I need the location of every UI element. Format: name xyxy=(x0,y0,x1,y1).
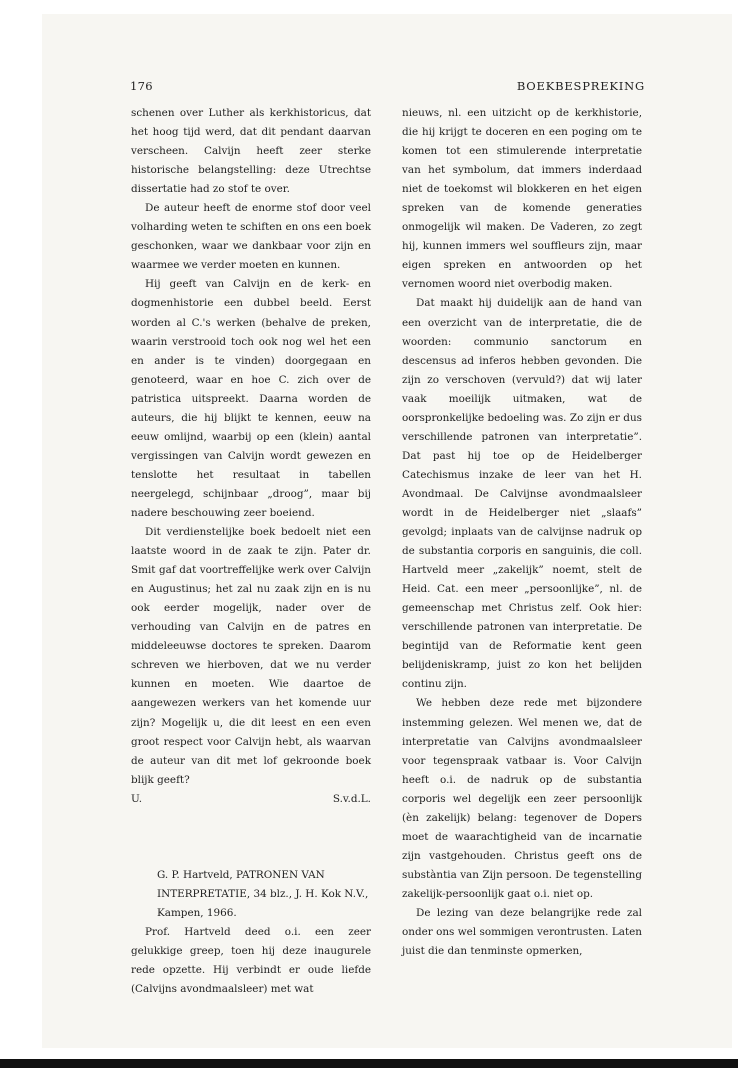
paragraph: Prof. Hartveld deed o.i. een zeer gelukkige greep, toen hij deze inaugurele rede opzette. Hij verbindt er oude liefde (Calvijns avondmaalsleer) met wat xyxy=(131,925,371,996)
signature-author: S.v.d.L. xyxy=(332,792,371,805)
paragraph: De auteur heeft de enorme stof door veel volharding weten te schiften en ons een boek geschonken, waar we dankbaar voor zijn en waarmee we verder moeten en kunnen. xyxy=(131,202,371,272)
paragraph: Dat maakt hij duidelijk aan de hand van een overzicht van de interpretatie, die de woorden: communio sanctorum en descensus ad inferos hebben gevonden. Die zijn zo verschoven (vervuld?) dat wij later vaak moeilijk uitmaken, wat de oorspronkelijke bedoeling was. Zo zijn er dus verschillende patronen van interpretatie”. Dat past hij toe op de Heidelberger Catechismus inzake de leer van het H. Avondmaal. De Calvijnse avondmaalsleer wordt in de Heidelberger niet „slaafs” gevolgd; inplaats van de calvijnse nadruk op de substantia corporis en sanguinis, die coll. Hartveld meer „zakelijk” noemt, stelt de Heid. Cat. een meer „persoonlijke”, nl. de gemeenschap met Christus zelf. Ook hier: verschillende patronen van interpretatie. De begintijd van de Reformatie kent geen belijdeniskramp, juist zo kon het belijden continu zijn. xyxy=(402,297,642,691)
paragraph: We hebben deze rede met bijzondere instemming gelezen. Wel menen we, dat de interpretatie van Calvijns avondmaalsleer voor tegenspraak vatbaar is. Voor Calvijn heeft o.i. de nadruk op de substantia corporis wel degelijk een zeer persoonlijk (èn zakelijk) belang: tegenover de Dopers moet de waarachtigheid van de incarnatie zijn vastgehouden. Christus geeft ons de substàntia van Zijn persoon. De tegenstelling zakelijk-persoonlijk gaat o.i. niet op. xyxy=(402,697,642,900)
paragraph: Dit verdienstelijke boek bedoelt niet een laatste woord in de zaak te zijn. Pater dr. Smit gaf dat voortreffelijke werk over Calvijn en Augustinus; het zal nu zaak zijn en is nu ook eerder mogelijk, nader over de verhouding van Calvijn en de patres en middeleeuwse doctores te spreken. Daarom schreven we hierboven, dat we nu verder kunnen en moeten. Wie daartoe de aangewezen werkers van het komende uur zijn? Mogelijk u, die dit leest en een even groot respect voor Calvijn hebt, als waarvan de auteur van dit met lof gekroonde boek blijk geeft? xyxy=(131,526,371,786)
page-header xyxy=(130,79,645,95)
paragraph: De lezing van deze belangrijke rede zal onder ons wel sommigen verontrusten. Laten juist die dan tenminste opmerken, xyxy=(402,906,642,958)
right-column xyxy=(402,104,642,961)
paragraph: schenen over Luther als kerkhistoricus, dat het hoog tijd werd, dat dit pendant daarvan verscheen. Calvijn heeft zeer sterke historische belangstelling: deze Utrechtse dissertatie had zo stof te over. xyxy=(131,107,371,196)
running-title: BOEKBESPREKING xyxy=(516,79,645,93)
review-reference: G. P. Hartveld, PATRONEN VAN INTERPRETATIE, 34 blz., J. H. Kok N.V., Kampen, 1966. xyxy=(157,868,369,919)
section-gap xyxy=(131,809,371,866)
signature-line xyxy=(131,790,371,809)
page-number: 176 xyxy=(130,79,153,93)
left-column xyxy=(131,104,371,999)
signature-initial: U. xyxy=(131,792,143,805)
paragraph: nieuws, nl. een uitzicht op de kerkhistorie, die hij krijgt te doceren en een poging om te komen tot een stimulerende interpretatie van het symbolum, dat immers inderdaad niet de toekomst wil blokkeren en het eigen spreken van de komende generaties onmogelijk wil maken. De Vaderen, zo zegt hij, kunnen immers wel souffleurs zijn, maar eigen spreken en antwoorden op het vernomen woord niet overbodig maken. xyxy=(402,107,642,291)
paragraph: Hij geeft van Calvijn en de kerk- en dogmenhistorie een dubbel beeld. Eerst worden al C.'s werken (behalve de preken, waarin verstrooid toch ook nog wel het een en ander is te vinden) doorgegaan en genoteerd, waar en hoe C. zich over de patristica uitspreekt. Daarna worden de auteurs, die hij blijkt te kennen, eeuw na eeuw omlijnd, waarbij op een (klein) aantal vergissingen van Calvijn wordt gewezen en tenslotte het resultaat in tabellen neergelegd, schijnbaar „droog”, maar bij nadere beschouwing zeer boeiend. xyxy=(131,278,371,519)
scan-edge-bar xyxy=(0,1059,738,1068)
